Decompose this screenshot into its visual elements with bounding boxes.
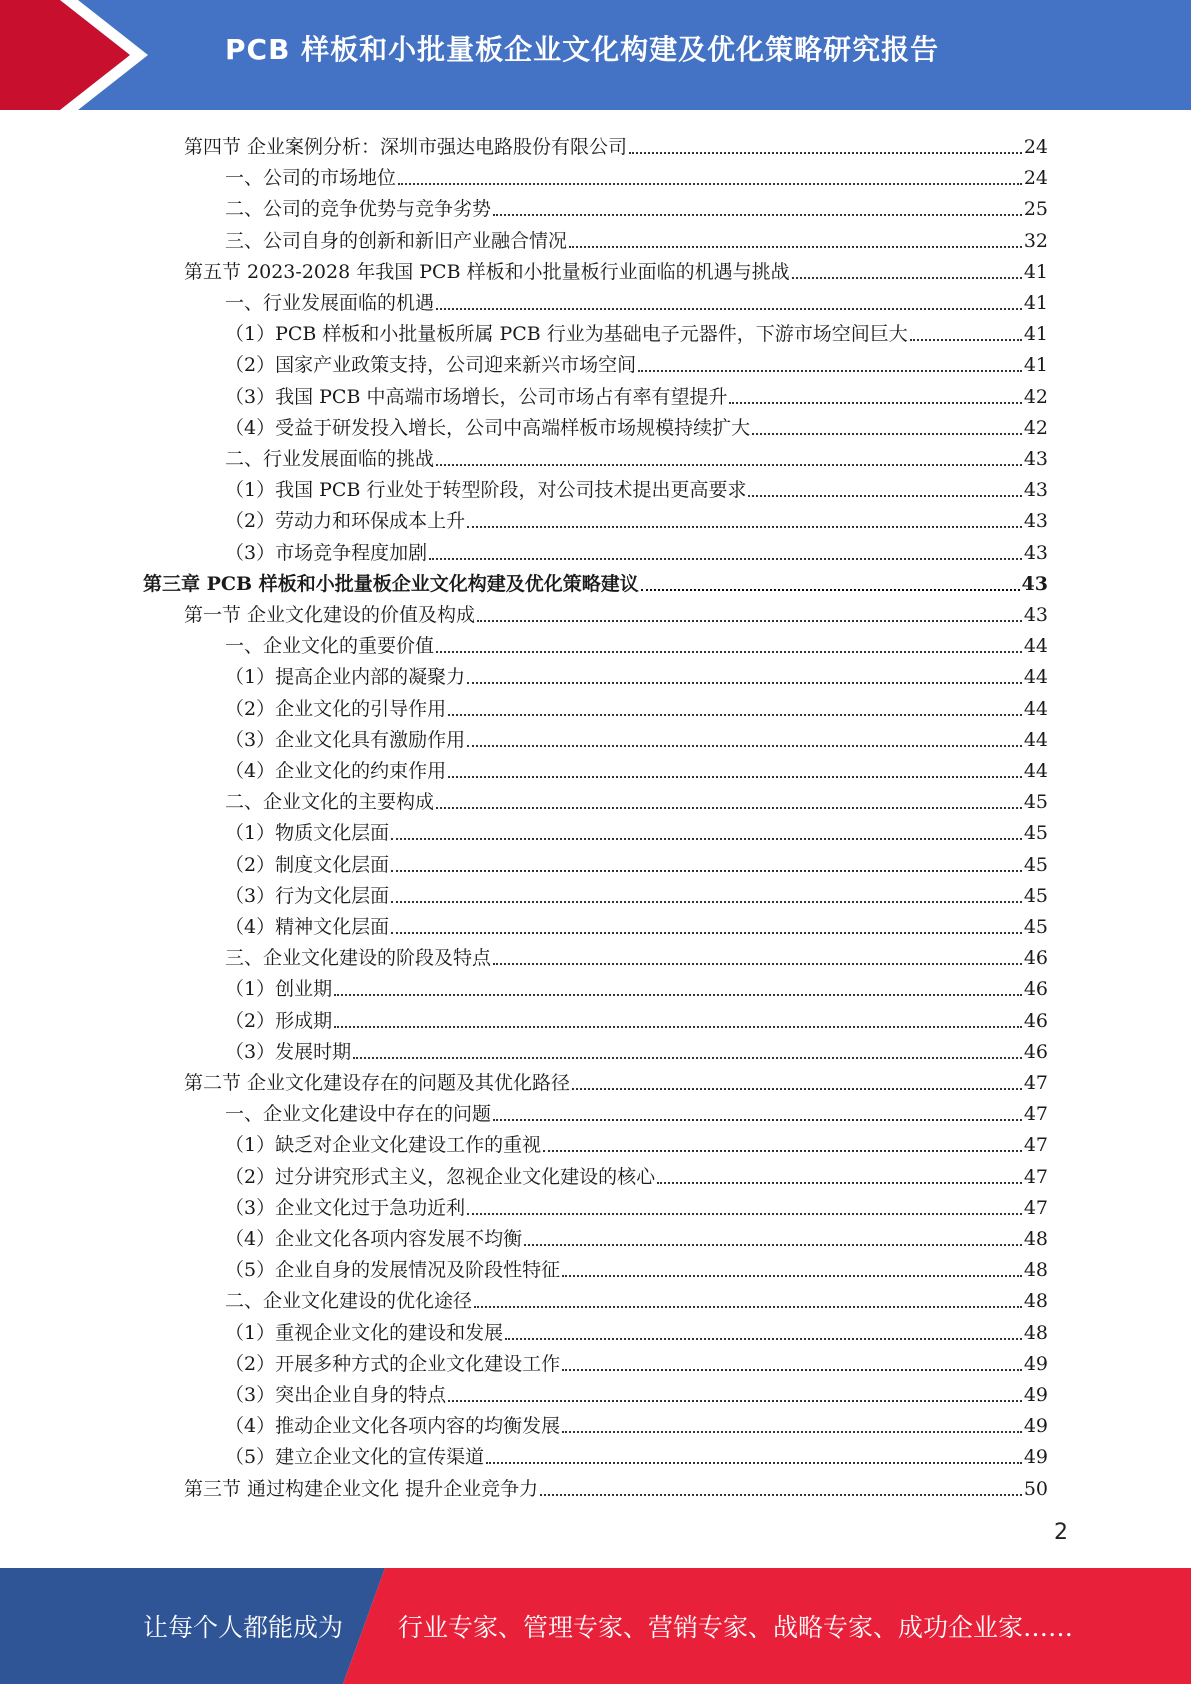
toc-dot-leader: [562, 1275, 1022, 1277]
toc-entry[interactable]: [225, 378, 1048, 409]
toc-entry-title: （4）精神文化层面: [225, 916, 390, 938]
toc-dot-leader: [436, 464, 1022, 466]
toc-entry-title: （4）企业文化的约束作用: [225, 760, 447, 782]
toc-entry[interactable]: [225, 1126, 1048, 1157]
toc-entry-title: （3）我国 PCB 中高端市场增长，公司市场占有率有望提升: [225, 385, 728, 408]
toc-entry-title: （3）突出企业自身的特点: [225, 1384, 447, 1406]
toc-entry-page: 49: [1023, 1415, 1048, 1438]
toc-dot-leader: [391, 870, 1022, 872]
toc-entry-page: 43: [1023, 604, 1048, 626]
toc-entry[interactable]: [225, 346, 1048, 377]
toc-dot-leader: [398, 183, 1022, 185]
toc-entry[interactable]: [225, 315, 1048, 346]
toc-entry-title: 第五节 2023-2028 年我国 PCB 样板和小批量板行业面临的机遇与挑战: [184, 260, 790, 283]
toc-dot-leader: [474, 1306, 1022, 1308]
toc-entry[interactable]: [225, 534, 1048, 565]
toc-entry-page: 46: [1023, 1009, 1048, 1032]
toc-dot-leader: [562, 1369, 1022, 1371]
toc-entry-title: （2）国家产业政策支持，公司迎来新兴市场空间: [225, 354, 637, 377]
toc-entry[interactable]: [225, 846, 1048, 877]
toc-entry-page: 44: [1023, 760, 1048, 782]
toc-entry-page: 43: [1023, 448, 1048, 470]
toc-entry-page: 46: [1023, 947, 1048, 970]
toc-entry[interactable]: [225, 1407, 1048, 1438]
toc-dot-leader: [493, 1119, 1022, 1121]
toc-entry-page: 45: [1023, 791, 1048, 814]
toc-entry-page: 32: [1023, 229, 1048, 252]
toc-entry-title: （4）推动企业文化各项内容的均衡发展: [225, 1415, 561, 1438]
toc-dot-leader: [436, 651, 1022, 653]
page-footer: [0, 1568, 1191, 1684]
toc-dot-leader: [334, 994, 1022, 996]
toc-entry-page: 24: [1023, 167, 1048, 190]
toc-dot-leader: [629, 152, 1022, 154]
toc-entry-page: 42: [1023, 385, 1048, 408]
toc-entry-page: 47: [1023, 1103, 1048, 1126]
toc-dot-leader: [467, 1213, 1022, 1215]
toc-entry-title: 二、企业文化建设的优化途径: [225, 1290, 473, 1313]
toc-entry-title: （1）提高企业内部的凝聚力: [225, 666, 466, 689]
toc-dot-leader: [467, 682, 1022, 684]
toc-chapter-entry[interactable]: [143, 565, 1048, 596]
toc-entry-page: 45: [1023, 853, 1048, 876]
toc-entry[interactable]: [184, 1064, 1048, 1095]
toc-entry-title: 二、行业发展面临的挑战: [225, 448, 435, 470]
toc-dot-leader: [353, 1057, 1022, 1059]
toc-entry-page: 49: [1023, 1446, 1048, 1469]
toc-entry-title: （2）形成期: [225, 1009, 333, 1032]
toc-dot-leader: [448, 1400, 1022, 1402]
toc-entry-page: 41: [1023, 323, 1048, 346]
toc-dot-leader: [429, 558, 1022, 560]
toc-entry[interactable]: [225, 814, 1048, 845]
toc-entry[interactable]: [225, 939, 1048, 970]
toc-entry-title: 第三节 通过构建企业文化 提升企业竞争力: [184, 1477, 539, 1500]
toc-entry-title: （3）企业文化过于急功近利: [225, 1196, 466, 1219]
toc-entry-title: 一、企业文化的重要价值: [225, 635, 435, 658]
toc-entry[interactable]: [225, 783, 1048, 814]
toc-entry-page: 24: [1023, 136, 1048, 158]
toc-dot-leader: [477, 620, 1022, 622]
toc-entry[interactable]: [225, 190, 1048, 221]
toc-entry-title: （4）企业文化各项内容发展不均衡: [225, 1228, 523, 1250]
toc-entry-title: 一、公司的市场地位: [225, 167, 397, 190]
toc-entry-title: 三、企业文化建设的阶段及特点: [225, 947, 492, 970]
toc-entry-title: （3）行为文化层面: [225, 884, 390, 907]
toc-entry-title: （2）制度文化层面: [225, 853, 390, 876]
toc-entry-page: 49: [1023, 1384, 1048, 1406]
toc-entry-page: 41: [1023, 354, 1048, 377]
toc-entry[interactable]: [225, 502, 1048, 533]
toc-entry-page: 44: [1023, 635, 1048, 658]
toc-entry-page: 49: [1023, 1352, 1048, 1375]
toc-entry-title: （1）缺乏对企业文化建设工作的重视: [225, 1134, 542, 1157]
toc-entry[interactable]: [225, 222, 1048, 253]
toc-dot-leader: [569, 246, 1022, 248]
toc-entry[interactable]: [225, 1189, 1048, 1220]
toc-entry-page: 47: [1023, 1134, 1048, 1157]
toc-entry-title: 第三章 PCB 样板和小批量板企业文化构建及优化策略建议: [143, 572, 639, 595]
header-arrow-decoration: [0, 0, 160, 110]
toc-dot-leader: [391, 901, 1022, 903]
toc-entry[interactable]: [225, 1282, 1048, 1313]
toc-entry-title: （2）劳动力和环保成本上升: [225, 510, 466, 533]
toc-entry-page: 46: [1023, 1040, 1048, 1063]
footer-slogan-right: 行业专家、管理专家、营销专家、战略专家、成功企业家……: [398, 1613, 1074, 1642]
toc-entry-page: 43: [1023, 510, 1048, 533]
toc-entry-title: 一、行业发展面临的机遇: [225, 292, 435, 314]
toc-entry-page: 41: [1023, 292, 1048, 314]
toc-entry-title: （3）市场竞争程度加剧: [225, 541, 428, 564]
toc-entry-title: 第一节 企业文化建设的价值及构成: [184, 604, 476, 626]
toc-entry-title: 二、企业文化的主要构成: [225, 791, 435, 814]
toc-entry-page: 48: [1023, 1259, 1048, 1282]
toc-dot-leader: [467, 526, 1022, 528]
toc-entry-title: 一、企业文化建设中存在的问题: [225, 1103, 492, 1126]
toc-entry-page: 43: [1023, 479, 1048, 502]
toc-entry-title: （3）发展时期: [225, 1040, 352, 1063]
toc-entry-page: 45: [1023, 916, 1048, 938]
footer-slogan-left: 让每个人都能成为: [143, 1613, 344, 1642]
toc-entry[interactable]: [225, 690, 1048, 721]
toc-entry-title: （5）企业自身的发展情况及阶段性特征: [225, 1259, 561, 1282]
toc-entry-page: 41: [1023, 260, 1048, 283]
toc-entry-title: （1）创业期: [225, 978, 333, 1001]
toc-entry[interactable]: [225, 1002, 1048, 1033]
report-title: PCB 样板和小批量板企业文化构建及优化策略研究报告: [225, 33, 940, 66]
toc-entry-title: （1）PCB 样板和小批量板所属 PCB 行业为基础电子元器件，下游市场空间巨大: [225, 323, 908, 346]
toc-dot-leader: [572, 1088, 1022, 1090]
toc-entry-page: 50: [1023, 1477, 1048, 1500]
toc-entry[interactable]: [225, 877, 1048, 908]
toc-dot-leader: [334, 1026, 1022, 1028]
toc-dot-leader: [448, 714, 1022, 716]
toc-entry-page: 25: [1023, 198, 1048, 221]
toc-dot-leader: [748, 495, 1021, 497]
toc-entry-page: 44: [1023, 728, 1048, 751]
toc-entry[interactable]: [184, 128, 1048, 159]
toc-dot-leader: [505, 1338, 1022, 1340]
toc-dot-leader: [792, 277, 1022, 279]
toc-entry-title: 二、公司的竞争优势与竞争劣势: [225, 198, 492, 221]
toc-entry[interactable]: [225, 721, 1048, 752]
toc-entry-title: （1）我国 PCB 行业处于转型阶段，对公司技术提出更高要求: [225, 479, 747, 502]
toc-entry-page: 48: [1023, 1321, 1048, 1344]
toc-entry-page: 43: [1023, 541, 1048, 564]
toc-entry[interactable]: [225, 1251, 1048, 1282]
toc-entry[interactable]: [225, 1220, 1048, 1251]
toc-dot-leader: [562, 1431, 1022, 1433]
toc-dot-leader: [436, 308, 1022, 310]
toc-entry-title: 第二节 企业文化建设存在的问题及其优化路径: [184, 1072, 571, 1094]
toc-entry[interactable]: [225, 1376, 1048, 1407]
toc-entry-page: 44: [1023, 697, 1048, 720]
toc-dot-leader: [657, 1182, 1022, 1184]
toc-dot-leader: [391, 932, 1022, 934]
toc-entry[interactable]: [225, 159, 1048, 190]
toc-entry[interactable]: [225, 1158, 1048, 1189]
toc-dot-leader: [493, 214, 1022, 216]
toc-entry-title: （4）受益于研发投入增长，公司中高端样板市场规模持续扩大: [225, 416, 751, 439]
toc-entry-title: （2）开展多种方式的企业文化建设工作: [225, 1352, 561, 1375]
toc-entry[interactable]: [225, 284, 1048, 315]
toc-entry-page: 42: [1023, 416, 1048, 439]
toc-dot-leader: [448, 776, 1022, 778]
toc-dot-leader: [524, 1244, 1022, 1246]
toc-entry[interactable]: [184, 253, 1048, 284]
toc-entry[interactable]: [225, 440, 1048, 471]
toc-dot-leader: [729, 402, 1021, 404]
toc-entry[interactable]: [225, 752, 1048, 783]
toc-entry[interactable]: [225, 658, 1048, 689]
toc-entry-page: 44: [1023, 666, 1048, 689]
toc-entry-page: 43: [1021, 572, 1048, 595]
toc-entry-title: （2）企业文化的引导作用: [225, 697, 447, 720]
toc-entry[interactable]: [225, 908, 1048, 939]
toc-dot-leader: [641, 589, 1020, 591]
toc-entry-page: 45: [1023, 822, 1048, 845]
toc-entry-title: （3）企业文化具有激励作用: [225, 728, 466, 751]
toc-dot-leader: [493, 963, 1022, 965]
toc-entry[interactable]: [184, 596, 1048, 627]
toc-entry-page: 48: [1023, 1228, 1048, 1250]
toc-dot-leader: [752, 433, 1022, 435]
toc-entry[interactable]: [225, 1345, 1048, 1376]
toc-dot-leader: [391, 838, 1022, 840]
toc-entry-title: （2）过分讲究形式主义，忽视企业文化建设的核心: [225, 1165, 656, 1188]
toc-entry[interactable]: [225, 627, 1048, 658]
toc-entry[interactable]: [225, 471, 1048, 502]
toc-entry-title: 三、公司自身的创新和新旧产业融合情况: [225, 229, 568, 252]
toc-entry[interactable]: [225, 1095, 1048, 1126]
toc-entry-page: 45: [1023, 884, 1048, 907]
toc-entry-title: （1）物质文化层面: [225, 822, 390, 845]
toc-entry[interactable]: [225, 970, 1048, 1001]
toc-dot-leader: [543, 1150, 1022, 1152]
toc-entry[interactable]: [225, 409, 1048, 440]
page-number: 2: [1054, 1520, 1068, 1545]
toc-entry-page: 47: [1023, 1072, 1048, 1094]
toc-entry-title: （5）建立企业文化的宣传渠道: [225, 1446, 485, 1469]
page-header: [0, 0, 1191, 110]
toc-entry[interactable]: [225, 1033, 1048, 1064]
toc-entry[interactable]: [184, 1470, 1048, 1501]
toc-dot-leader: [486, 1462, 1022, 1464]
toc-dot-leader: [910, 339, 1022, 341]
toc-entry[interactable]: [225, 1438, 1048, 1469]
toc-entry-page: 48: [1023, 1290, 1048, 1313]
toc-entry-page: 46: [1023, 978, 1048, 1001]
toc-entry-page: 47: [1023, 1165, 1048, 1188]
toc-dot-leader: [467, 745, 1022, 747]
toc-entry-title: 第四节 企业案例分析：深圳市强达电路股份有限公司: [184, 136, 628, 158]
toc-dot-leader: [540, 1494, 1022, 1496]
toc-dot-leader: [638, 370, 1022, 372]
toc-entry[interactable]: [225, 1314, 1048, 1345]
toc-entry-title: （1）重视企业文化的建设和发展: [225, 1321, 504, 1344]
toc-entry-page: 47: [1023, 1196, 1048, 1219]
toc-dot-leader: [436, 807, 1022, 809]
